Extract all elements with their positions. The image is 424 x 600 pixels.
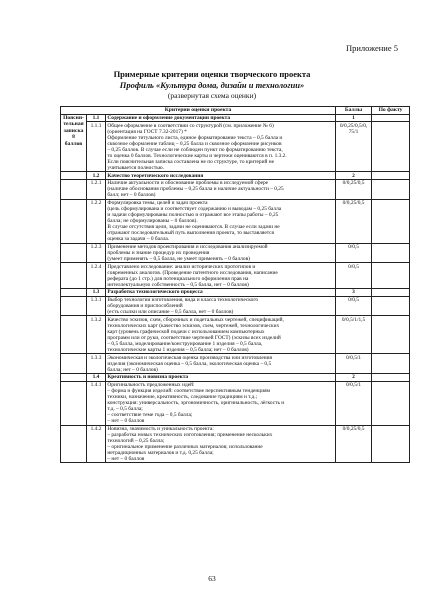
row-number: 1.2.1 [87,179,106,199]
criterion-line: – оригинальное применение различных материалов; использование [107,444,263,451]
score-line: 0/0,5 [348,263,359,270]
header-score: Баллы [336,107,372,115]
section-row [61,114,410,122]
section-title: Разработка технологического процесса [106,289,336,297]
side-label-line: 8 [72,134,75,141]
score-cell [336,122,372,172]
criterion-line: (цель сформулирована и соответствует содержанию и выводам – 0,25 балла [107,205,282,212]
side-cell [61,374,87,382]
section-title: Содержание и оформление документации проекта [106,114,336,122]
criterion-line: сквозное оформление таблиц – 0,25 балла и сквозное оформление рисунков [107,140,282,147]
fact-cell[interactable] [372,289,410,297]
row-number: 1.3.1 [87,296,106,316]
criterion-line: оценка за задачи – 0 балла. [107,236,170,243]
score-cell [336,425,372,463]
criterion-text [106,316,336,354]
criterion-line: Новизна, значимость и уникальность проекта: [107,425,214,432]
criterion-line: – 0,25 баллов. В случае если не соблюден пункт по форматированию текста, [107,146,283,153]
criterion-text [106,179,336,199]
fact-cell[interactable] [372,199,410,243]
fact-cell[interactable] [372,316,410,354]
row-number: 1.3.3 [87,354,106,374]
side-label-line: тельная [63,121,84,128]
row-number: 1.2 [87,172,106,180]
fact-cell[interactable] [372,374,410,382]
criterion-line: изделия (экономическая оценка – 0,5 балла, экологическая оценка – 0,5 [107,360,272,367]
criterion-line: карт (уровень графической подачи с использованием компьютерных [107,328,265,335]
side-cell [61,354,87,374]
score-cell [336,199,372,243]
side-cell [61,172,87,180]
side-label-line: записка [63,127,84,134]
table-row [61,316,410,354]
criterion-line: балла; не сформулированы – 0 баллов). [107,218,198,225]
criterion-line: балл; нет – 0 баллов) [107,192,156,199]
criterion-text [106,263,336,289]
side-cell [61,296,87,316]
score-line: 0/0,5 [348,243,359,250]
fact-cell[interactable] [372,243,410,263]
criterion-line: Качество эскизов, схем, сборочных и подетальных чертежей, спецификаций, [107,316,284,323]
side-cell [61,425,87,463]
appendix-label: Приложение 5 [346,43,398,53]
profile-title: Профиль «Культура дома, дизайн и технологии» [119,80,305,90]
row-number: 1.1.1 [87,122,106,172]
side-cell [61,243,87,263]
criterion-line: проблемы и знание процедур их проведения [107,249,210,256]
side-label-line: Поясни- [63,114,84,121]
row-number: 1.2.3 [87,243,106,263]
fact-cell[interactable] [372,172,410,180]
score-line: 0/0,5 [348,297,359,303]
score-cell: 3 [336,289,372,297]
criterion-line: Оформление титульного листа, единое форматирование текста – 0,5 балла и [107,134,283,141]
header-criteria: Критерии оценки проекта [61,107,336,115]
criterion-text [106,243,336,263]
criterion-line: Представлено исследование: анализ исторических прототипов и [107,263,256,270]
side-cell [61,263,87,289]
score-cell: 2 [336,374,372,382]
criterion-line: конструкция: универсальность, эргономичность, оригинальность, лёгкость и [107,400,285,407]
score-line: 0/0,25/0,5 [342,180,365,187]
table-row [61,425,410,463]
score-line: 0/0,25/0,5 [342,199,365,206]
side-cell [61,381,87,425]
criterion-line: то оценка 0 баллов. Технологические карты и чертежи оцениваются в п. 1.3.2. [107,152,287,159]
criterion-line: (есть ссылки или описание – 0,5 балла, нет – 0 баллов) [107,309,234,316]
criterion-line: – форма и функция изделий: соответствие перспективным тенденциям [107,388,270,395]
fact-cell[interactable] [372,179,410,199]
table-row [61,354,410,374]
side-cell [61,289,87,297]
section-row [61,172,410,180]
criterion-text [106,381,336,425]
page-number: 63 [208,574,216,583]
row-number: 1.1 [87,114,106,122]
section-row [61,374,410,382]
criterion-line: – разработка новых технических изготовления; применение нескольких [107,431,273,438]
criterion-line: Оригинальность предложенных идей: [107,381,195,388]
criterion-line: (наличие обоснования проблемы – 0,25 балла и наличие актуальности – 0,25 [107,186,284,193]
criterion-text [106,296,336,316]
row-number: 1.3.2 [87,316,106,354]
criterion-line: технологических карт (качество эскизов, схем, чертежей, технологических [107,322,280,329]
side-cell [61,316,87,354]
side-cell [61,179,87,199]
side-label [61,114,87,172]
criterion-line: учитывается полностью. [107,164,165,171]
table-row [61,243,410,263]
document-subtitle: (развернутая схема оценки) [167,91,257,100]
row-number: 1.3 [87,289,106,297]
document-title: Примерные критерии оценки творческого проекта [113,69,311,79]
criterion-line: техники, назначение, креативность, следование традициям и т.д.; [107,394,258,401]
fact-cell[interactable] [372,354,410,374]
fact-cell[interactable] [372,114,410,122]
score-line: 0/0,5/1/1,5 [341,316,366,323]
criterion-line: технологий – 0,25 балла; [107,438,165,444]
fact-cell[interactable] [372,381,410,425]
score-cell [336,296,372,316]
row-number: 1.4 [87,374,106,382]
row-number: 1.4.2 [87,425,106,463]
section-row [61,289,410,297]
criterion-line: – нет – 0 баллов [107,418,145,425]
score-cell [336,243,372,263]
criterion-line: – соответствие теме года – 0,5 балла; [107,412,193,419]
criteria-table [60,106,410,463]
score-cell [336,354,372,374]
score-line: 0/0,25/0,5/0, [339,122,368,129]
section-title: Креативность и новизна проекта [106,374,336,382]
score-cell: 2 [336,172,372,180]
criterion-line: нетрадиционных материалов и т.д. 0,25 балла; [107,450,214,457]
score-line: 0/0,25/0,5 [342,425,365,432]
fact-cell[interactable] [372,425,410,463]
table-row [61,296,410,316]
section-title: Качество теоретического исследования [106,172,336,180]
side-label-line: баллов [64,140,83,147]
criterion-line: (ориентация на ГОСТ 7.32-2017) * [107,128,187,135]
row-number: 1.4.1 [87,381,106,425]
criterion-line: Наличие актуальности и обоснование проблемы в исследуемой сфере [107,180,269,187]
criterion-line: (умеет применять – 0,5 балла, не умеет применять – 0 баллов) [107,255,250,262]
table-row [61,381,410,425]
table-row [61,179,410,199]
table-row [61,199,410,243]
criterion-text [106,122,336,172]
criterion-line: Выбор технологии изготовления, вида и класса технологического [107,297,259,303]
criterion-line: технологические карты 1 изделия – 0,5 балла; нет – 0 баллов) [107,346,249,353]
criterion-line: Формулировка темы, целей и задач проекта [107,199,208,206]
fact-cell[interactable] [372,122,410,172]
score-cell [336,381,372,425]
criterion-line: Общее оформление в соответствии со структурой (см. приложение № 6) [107,122,274,129]
criterion-text [106,354,336,374]
criterion-line: интеллектуальную собственность – 0,5 балла, нет – 0 баллов) [107,281,249,288]
criterion-line: реферата (до 1 стр.) для потенциального оформления прав на [107,275,249,282]
side-cell [61,199,87,243]
criterion-line: и задачи сформулированы полностью и отражают все этапы работы – 0,25 [107,212,279,219]
score-line: 0/0,5/1 [345,354,362,361]
criterion-line: современных аналогов. (Проведение патентного исследования, написание [107,269,278,276]
score-cell [336,316,372,354]
criterion-line: В случае отсутствия цели, задачи не оцениваются. В случае если задачи не [107,224,280,231]
header-fact: По факту [372,107,410,115]
criterion-line: балла; нет – 0 баллов) [107,366,158,373]
criterion-line: Экономическая и экологическая оценка производства или изготовления [107,354,273,361]
score-cell: 1 [336,114,372,122]
criterion-line: оборудования и приспособлений [107,303,183,310]
fact-cell[interactable] [372,296,410,316]
criterion-text [106,425,336,463]
table-row [61,263,410,289]
criterion-text [106,199,336,243]
score-cell [336,179,372,199]
score-line: 0/0,5/1 [345,381,362,388]
score-line: 75/1 [348,128,359,135]
table-row [61,122,410,172]
criterion-line: отражают последовательный путь выполнения проекта, то выставляется [107,230,275,237]
fact-cell[interactable] [372,263,410,289]
score-cell [336,263,372,289]
criterion-line: Применение методов проектирования и исследования анализируемой [107,243,268,250]
criterion-line: – 0,5 балла, моделирование/конструирование 1 изделия – 0,5 балла, [107,340,263,347]
table-header-row [61,107,410,115]
criterion-line: программ или от руки, соответствие чертежей ГОСТ) (эскизы всех изделий [107,334,281,341]
row-number: 1.2.4 [87,263,106,289]
row-number: 1.2.2 [87,199,106,243]
criterion-line: т.д. – 0,5 балла; [107,406,143,413]
table-body [61,114,410,463]
criterion-line: Если пояснительная записка составлена не по структуре, то критерий не [107,158,274,165]
criterion-line: – нет – 0 баллов [107,456,145,463]
